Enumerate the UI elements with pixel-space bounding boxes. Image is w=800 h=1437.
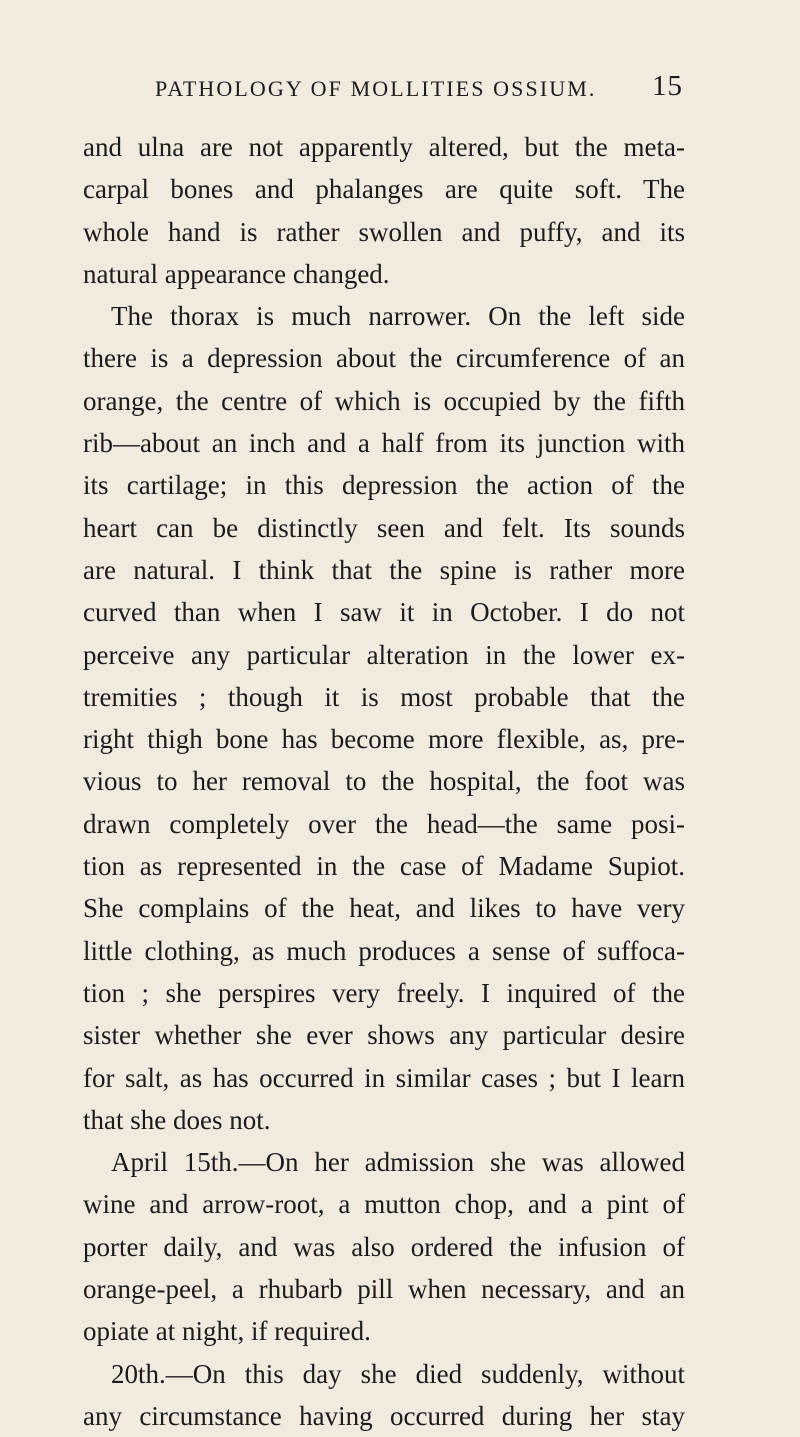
paragraph-start-line: 20th.—On this day she died suddenly, without (111, 1358, 685, 1389)
paragraph-start-line: The thorax is much narrower. On the left side (111, 301, 685, 332)
running-head (155, 70, 685, 110)
text-line: curved than when I saw it in October. I do not (83, 597, 685, 628)
text-line: heart can be distinctly seen and felt. Its sounds (83, 512, 685, 543)
page-number: 15 (652, 70, 683, 102)
text-line: are natural. I think that the spine is rather more (83, 554, 685, 585)
text-line: wine and arrow-root, a mutton chop, and a pint of (83, 1189, 685, 1220)
text-line: right thigh bone has become more flexible, as, pre- (83, 724, 685, 755)
paragraph-start-line: April 15th.—On her admission she was allowed (111, 1147, 685, 1178)
text-line: porter daily, and was also ordered the infusion of (83, 1231, 685, 1262)
body-text (83, 126, 685, 1437)
text-line: there is a depression about the circumference of an (83, 343, 685, 374)
text-line: rib—about an inch and a half from its junction with (83, 428, 685, 459)
text-line: tion as represented in the case of Madame Supiot. (83, 851, 685, 882)
text-line: carpal bones and phalanges are quite soft. The (83, 174, 685, 205)
text-line: little clothing, as much produces a sense of suffoca- (83, 935, 685, 966)
text-line: whole hand is rather swollen and puffy, and its (83, 216, 685, 247)
text-line: orange, the centre of which is occupied by the fifth (83, 385, 685, 416)
text-line: natural appearance changed. (83, 258, 390, 289)
text-line: perceive any particular alteration in the lower ex- (83, 639, 685, 670)
text-line: and ulna are not apparently altered, but the meta- (83, 132, 685, 162)
text-line: any circumstance having occurred during her stay (83, 1400, 685, 1431)
text-line: that she does not. (83, 1104, 271, 1135)
text-line: for salt, as has occurred in similar cases ; but I learn (83, 1062, 685, 1093)
text-line: orange-peel, a rhubarb pill when necessary, and an (83, 1274, 685, 1305)
text-line: drawn completely over the head—the same posi- (83, 808, 685, 839)
text-line: its cartilage; in this depression the action of the (83, 470, 685, 501)
text-line: vious to her removal to the hospital, the foot was (83, 766, 685, 797)
running-title: PATHOLOGY OF MOLLITIES OSSIUM. (155, 76, 597, 101)
text-line: tremities ; though it is most probable that the (83, 681, 685, 712)
text-line: tion ; she perspires very freely. I inquired of the (83, 977, 685, 1008)
text-line: sister whether she ever shows any particular desire (83, 1020, 685, 1051)
text-line: She complains of the heat, and likes to have very (83, 893, 685, 924)
text-line: opiate at night, if required. (83, 1316, 371, 1347)
